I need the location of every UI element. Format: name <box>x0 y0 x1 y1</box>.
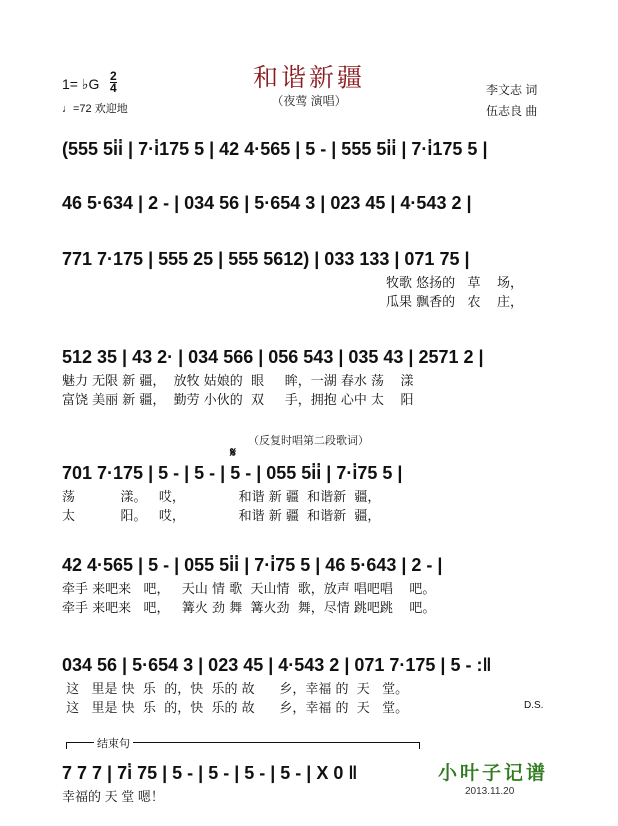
dal-segno-mark: D.S. <box>524 700 544 711</box>
lyrics-verse-2: 这 里是 快 乐 的，快 乐的 故 乡，幸福 的 天 堂。 <box>62 701 409 716</box>
transcriber-signature: 小叶子记谱 <box>438 762 549 784</box>
ending-label: 结束句 <box>94 735 133 751</box>
lyrics-verse-1: 这 里是 快 乐 的，快 乐的 故 乡，幸福 的 天 堂。 <box>62 682 409 697</box>
notation-line: (555 5i̇i̇ | 7·i̇175 5 | 42 4·565 | 5 - | 555 5i̇i̇ | 7·i̇175 5 | <box>62 139 488 159</box>
tempo-marking: ♩=72 欢迎地 <box>62 103 128 115</box>
notation-line: 771 7·175 | 555 25 | 555 5612) | 033 133 | 071 75 | <box>62 249 470 269</box>
score-row-6 <box>62 548 562 618</box>
notation-line: 46 5·634 | 2 - | 034 56 | 5·654 3 | 023 45 | 4·543 2 | <box>62 193 472 213</box>
time-signature <box>110 71 117 94</box>
credits <box>486 80 537 122</box>
lyrics-verse-1: 牵手 来吧来 吧， 天山 情 歌 天山情 歌，放声 唱吧唱 吧。 <box>62 582 436 597</box>
song-title: 和谐新疆 <box>252 63 365 92</box>
key-signature: 1= ♭G <box>62 76 100 92</box>
notation-line: 512 35 | 43 2· | 034 566 | 056 543 | 035 43 | 2571 2 | <box>62 347 484 367</box>
transcription-date: 2013.11.20 <box>465 786 515 797</box>
lyrics-verse-1: 牧歌 悠扬的 草 场， <box>386 276 524 291</box>
time-sig-bottom: 4 <box>110 81 117 95</box>
lyrics-verse-2: 富饶 美丽 新 疆， 勤劳 小伙的 双 手，拥抱 心中 太 阳 <box>62 393 414 408</box>
composer: 伍志良 曲 <box>486 104 538 118</box>
notation-line: 701 7·175 | 5 - | 5 - | 5 - | 055 5i̇i̇ | 7·i̇75 5 | <box>62 463 403 483</box>
lyrics-verse-1: 魅力 无限 新 疆， 放牧 姑娘的 眼 眸，一湖 春水 荡 漾 <box>62 374 414 389</box>
lyrics-verse-2: 牵手 来吧来 吧， 篝火 劲 舞 篝火劲 舞，尽情 跳吧跳 吧。 <box>62 601 436 616</box>
score-row-4 <box>62 340 562 410</box>
notation-line: 034 56 | 5·654 3 | 023 45 | 4·543 2 | 071 7·175 | 5 - :‖ <box>62 655 492 675</box>
score-row-3 <box>62 242 562 312</box>
repeat-note: （反复时唱第二段歌词） <box>248 435 369 447</box>
notation-line: 7 7 7 | 7i̇ 75 | 5 - | 5 - | 5 - | 5 - | X 0 ‖ <box>62 763 358 783</box>
lyricist: 李文志 词 <box>486 83 538 97</box>
score-row-2 <box>62 186 562 214</box>
performer-subtitle: （夜莺 演唱） <box>271 94 347 108</box>
score-row-8 <box>62 756 432 784</box>
score-row-5 <box>62 456 562 526</box>
notation-line: 42 4·565 | 5 - | 055 5i̇i̇ | 7·i̇75 5 | 46 5·643 | 2 - | <box>62 555 443 575</box>
score-row-7 <box>62 648 562 718</box>
score-row-1 <box>62 132 562 160</box>
lyrics-verse-2: 瓜果 飘香的 农 庄， <box>386 295 524 310</box>
lyrics-ending: 幸福的 天 堂 嗯！ <box>62 789 164 804</box>
lyrics-verse-2: 太 阳。 哎， 和谐 新 疆 和谐新 疆， <box>62 509 381 524</box>
segno-sign: 𝄋 <box>230 444 237 460</box>
lyrics-verse-1: 荡 漾。 哎， 和谐 新 疆 和谐新 疆， <box>62 490 381 505</box>
time-sig-top: 2 <box>110 69 117 83</box>
